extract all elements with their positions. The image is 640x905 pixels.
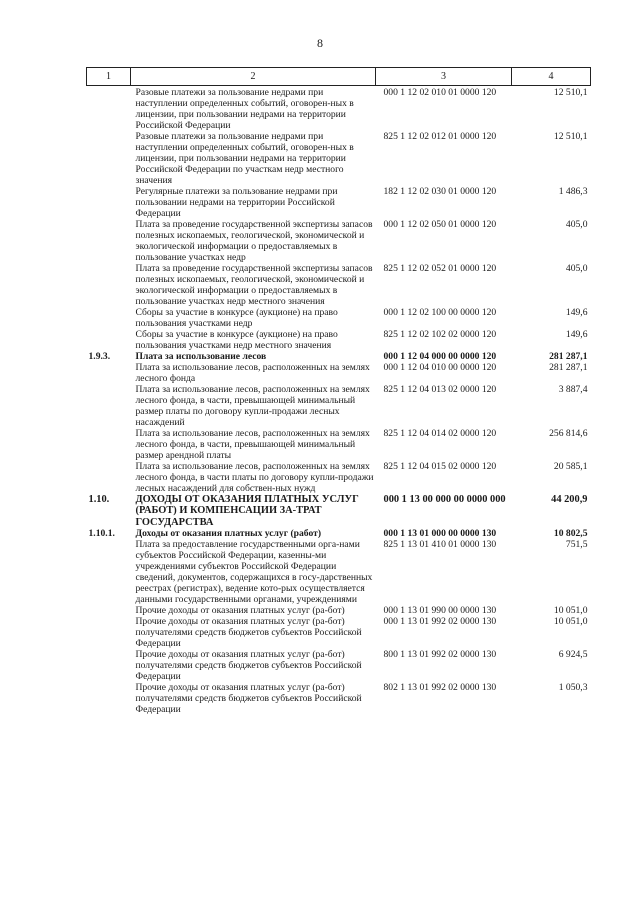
row-amount: 1 486,3 — [558, 186, 588, 197]
row-number: 1.10.1. — [88, 528, 115, 540]
row-amount: 281 287,1 — [549, 362, 588, 373]
row-number — [87, 263, 131, 307]
row-name: Прочие доходы от оказания платных услуг (ра-бот) получателями средств бюджетов субъектов Российской Федерации — [135, 649, 362, 683]
table-row — [87, 616, 591, 649]
budget-classification-code: 000 1 13 01 000 00 0000 130 — [383, 528, 497, 540]
row-number — [87, 131, 131, 186]
table-row — [87, 461, 591, 494]
row-number — [87, 307, 131, 329]
row-name: Плата за предоставление государственными орга-нами субъектов Российской Федерации, казенны-ми учреждениями субъектов Российской Федерации сведений, документов, содержащихся в госу-дарственных реестрах (регистрах), ведение кото-рых осуществляется данными государственными органами, учреждениями — [135, 539, 373, 606]
table-row — [87, 539, 591, 605]
table-row — [87, 307, 591, 329]
budget-classification-code: 182 1 12 02 030 01 0000 120 — [383, 186, 497, 197]
table-row — [87, 263, 591, 307]
row-number — [87, 649, 131, 682]
table-row — [87, 219, 591, 263]
budget-classification-code: 000 1 13 01 992 02 0000 130 — [383, 616, 497, 628]
budget-classification-code: 825 1 12 04 015 02 0000 120 — [383, 461, 497, 472]
row-name: Сборы за участие в конкурсе (аукционе) на право пользования участками недр местного значения — [135, 329, 338, 351]
row-name: Плата за использование лесов, расположенных на землях лесного фонда, в части платы по договору купли-продажи лесных насаждений для собствен-ных нужд — [135, 461, 374, 494]
row-number — [87, 428, 131, 461]
row-name: Плата за использование лесов, расположенных на землях лесного фонда, в части, превышающей минимальный размер арендной платы — [135, 428, 370, 461]
table-row — [87, 649, 591, 682]
row-name: Плата за использование лесов — [135, 351, 267, 362]
table-row — [87, 605, 591, 616]
row-number — [87, 329, 131, 351]
table-header-row — [87, 68, 591, 86]
row-amount: 10 051,0 — [553, 616, 588, 628]
row-number: 1.10. — [88, 494, 110, 505]
column-header-4: 4 — [512, 68, 591, 86]
budget-revenue-table — [86, 67, 591, 715]
budget-classification-code: 825 1 12 04 013 02 0000 120 — [383, 384, 497, 395]
table-row — [87, 186, 591, 219]
table-row — [87, 682, 591, 715]
table-row — [87, 494, 591, 528]
column-header-3: 3 — [376, 68, 512, 86]
row-name: ДОХОДЫ ОТ ОКАЗАНИЯ ПЛАТНЫХ УСЛУГ (РАБОТ) И КОМПЕНСАЦИИ ЗА-ТРАТ ГОСУДАРСТВА — [135, 494, 359, 528]
row-name: Разовые платежи за пользование недрами при наступлении определенных событий, оговорен-ных в лицензии, при пользовании недрами на территории Российской Федерации по участкам недр местного значения — [135, 131, 354, 186]
row-amount: 1 050,3 — [558, 682, 588, 694]
row-amount: 405,0 — [565, 263, 588, 274]
table-row — [87, 86, 591, 132]
page-number: 8 — [317, 36, 323, 50]
row-number — [87, 616, 131, 649]
budget-classification-code: 825 1 12 02 102 02 0000 120 — [383, 329, 497, 340]
row-number — [87, 461, 131, 494]
budget-classification-code: 825 1 12 02 012 01 0000 120 — [383, 131, 497, 142]
row-name: Доходы от оказания платных услуг (работ) — [135, 528, 322, 540]
row-number — [87, 186, 131, 219]
table-row — [87, 351, 591, 362]
row-name: Регулярные платежи за пользование недрами при пользовании недрами на территории Российской Федерации — [135, 186, 338, 219]
row-amount: 3 887,4 — [558, 384, 588, 395]
row-number — [87, 384, 131, 428]
row-name: Плата за использование лесов, расположенных на землях лесного фонда — [135, 362, 370, 384]
row-amount: 281 287,1 — [549, 351, 588, 362]
table-row — [87, 528, 591, 539]
table-row — [87, 329, 591, 351]
column-header-1: 1 — [87, 68, 131, 86]
row-number: 1.9.3. — [88, 351, 111, 362]
row-amount: 405,0 — [565, 219, 588, 230]
row-name: Плата за проведение государственной экспертизы запасов полезных ископаемых, геологической, экономической и экологической информации о предоставляемых в пользование участках недр местного значения — [135, 263, 373, 307]
row-amount: 44 200,9 — [551, 494, 588, 505]
budget-classification-code: 000 1 12 04 000 00 0000 120 — [383, 351, 497, 362]
row-name: Прочие доходы от оказания платных услуг (ра-бот) — [135, 605, 345, 617]
budget-classification-code: 825 1 12 04 014 02 0000 120 — [383, 428, 497, 439]
budget-classification-code: 000 1 12 04 010 00 0000 120 — [383, 362, 497, 373]
row-amount: 12 510,1 — [553, 87, 588, 98]
budget-classification-code: 000 1 12 02 100 00 0000 120 — [383, 307, 497, 318]
budget-classification-code: 000 1 13 00 000 00 0000 000 — [383, 494, 506, 505]
row-name: Плата за проведение государственной экспертизы запасов полезных ископаемых, геологической, экономической и экологической информации о предоставляемых в пользование участках недр — [135, 219, 373, 263]
row-number — [87, 362, 131, 384]
budget-classification-code: 825 1 13 01 410 01 0000 130 — [383, 539, 497, 551]
row-number — [87, 682, 131, 715]
budget-classification-code: 000 1 12 02 010 01 0000 120 — [383, 87, 497, 98]
row-amount: 20 585,1 — [553, 461, 588, 472]
budget-classification-code: 000 1 12 02 050 01 0000 120 — [383, 219, 497, 230]
budget-classification-code: 825 1 12 02 052 01 0000 120 — [383, 263, 497, 274]
row-name: Прочие доходы от оказания платных услуг (ра-бот) получателями средств бюджетов субъектов Российской Федерации — [135, 682, 362, 716]
table-row — [87, 362, 591, 384]
row-amount: 6 924,5 — [558, 649, 588, 661]
row-amount: 256 814,6 — [549, 428, 588, 439]
table-row — [87, 131, 591, 186]
column-header-2: 2 — [131, 68, 376, 86]
row-number — [87, 539, 131, 605]
row-name: Прочие доходы от оказания платных услуг (ра-бот) получателями средств бюджетов субъектов Российской Федерации — [135, 616, 362, 650]
table-row — [87, 428, 591, 461]
budget-classification-code: 800 1 13 01 992 02 0000 130 — [383, 649, 497, 661]
row-number — [87, 605, 131, 616]
row-number — [87, 219, 131, 263]
row-amount: 149,6 — [565, 307, 588, 318]
row-name: Разовые платежи за пользование недрами при наступлении определенных событий, оговорен-ных в лицензии, при пользовании недрами на территории Российской Федерации — [135, 87, 354, 131]
row-amount: 149,6 — [565, 329, 588, 340]
budget-classification-code: 802 1 13 01 992 02 0000 130 — [383, 682, 497, 694]
row-amount: 751,5 — [565, 539, 588, 551]
row-amount: 10 802,5 — [553, 528, 588, 540]
row-number — [87, 86, 131, 132]
budget-classification-code: 000 1 13 01 990 00 0000 130 — [383, 605, 497, 617]
row-amount: 12 510,1 — [553, 131, 588, 142]
table-row — [87, 384, 591, 428]
row-name: Сборы за участие в конкурсе (аукционе) на право пользования участками недр — [135, 307, 338, 329]
row-amount: 10 051,0 — [553, 605, 588, 617]
row-name: Плата за использование лесов, расположенных на землях лесного фонда, в части, превышающей минимальный размер платы по договору купли-продажи лесных насаждений — [135, 384, 370, 428]
